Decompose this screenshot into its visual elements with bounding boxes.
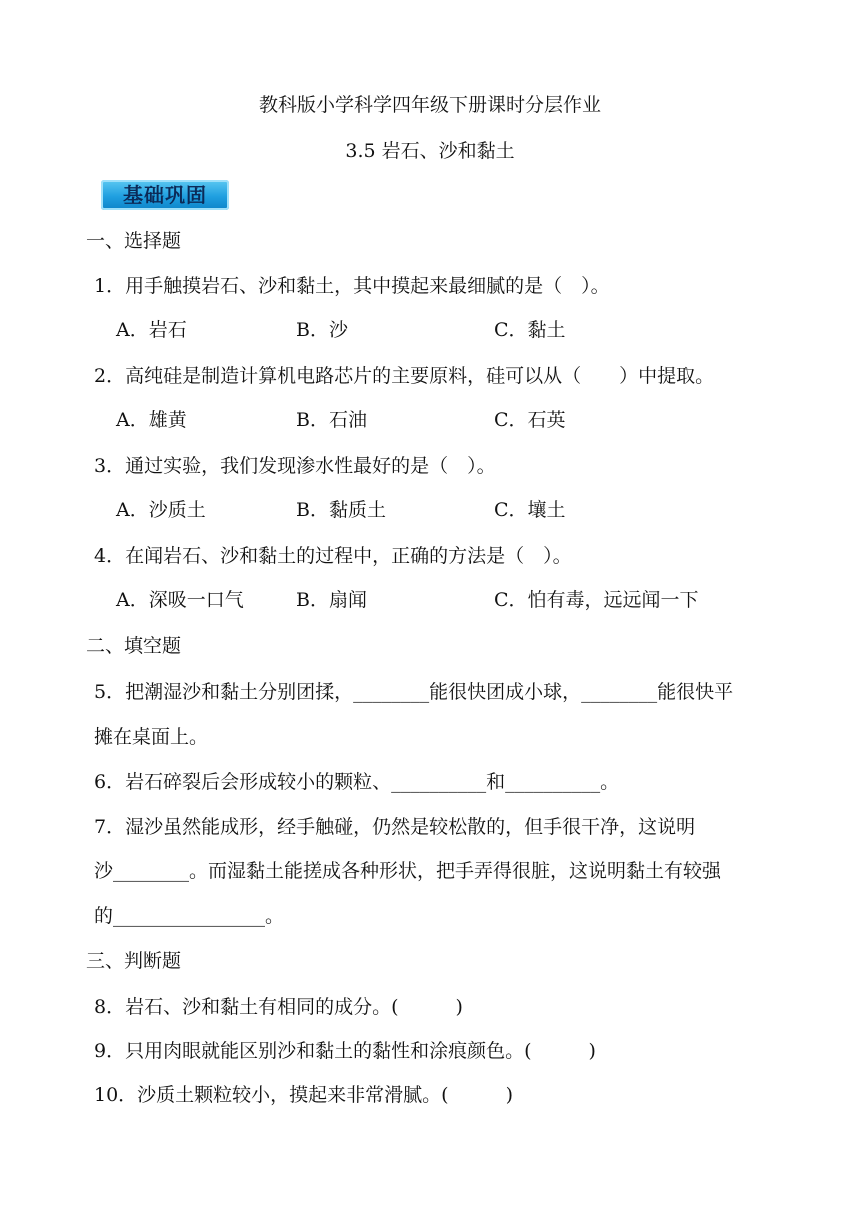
question-3: 3．通过实验，我们发现渗水性最好的是（ ）。 — [94, 455, 496, 477]
question-3-option-b: B．黏质土 — [296, 499, 386, 521]
question-4: 4．在闻岩石、沙和黏土的过程中，正确的方法是（ ）。 — [94, 545, 572, 567]
question-8: 8．岩石、沙和黏土有相同的成分。( ) — [94, 996, 463, 1018]
question-1: 1．用手触摸岩石、沙和黏土，其中摸起来最细腻的是（ ）。 — [94, 275, 610, 297]
question-2-option-c: C．石英 — [494, 409, 566, 431]
question-3-option-c: C．壤土 — [494, 499, 566, 521]
page-title: 教科版小学科学四年级下册课时分层作业 — [258, 94, 601, 116]
question-2-option-a: A．雄黄 — [116, 409, 187, 431]
question-1-option-c: C．黏土 — [494, 319, 566, 341]
question-6: 6．岩石碎裂后会形成较小的颗粒、__________和__________。 — [94, 771, 620, 793]
section-heading-judge: 三、判断题 — [86, 950, 182, 972]
question-2: 2．高纯硅是制造计算机电路芯片的主要原料，硅可以从（ ）中提取。 — [94, 365, 715, 387]
question-7-line-2: 沙________。而湿黏土能搓成各种形状，把手弄得很脏，这说明黏土有较强 — [94, 860, 722, 882]
question-1-option-b: B．沙 — [296, 319, 348, 341]
section-badge-label: 基础巩固 — [123, 183, 207, 207]
question-7-line-3: 的________________。 — [94, 905, 285, 927]
question-2-option-b: B．石油 — [296, 409, 367, 431]
question-3-option-a: A．沙质土 — [116, 499, 206, 521]
question-9: 9．只用肉眼就能区别沙和黏土的黏性和涂痕颜色。( ) — [94, 1040, 596, 1062]
lesson-subtitle: 3.5 岩石、沙和黏土 — [345, 140, 515, 162]
question-7-line-1: 7．湿沙虽然能成形，经手触碰，仍然是较松散的，但手很干净，这说明 — [94, 816, 696, 838]
question-5-line-2: 摊在桌面上。 — [94, 726, 209, 748]
question-10: 10．沙质土颗粒较小，摸起来非常滑腻。( ) — [94, 1084, 514, 1106]
question-4-option-b: B．扇闻 — [296, 589, 367, 611]
question-5-line-1: 5．把潮湿沙和黏土分别团揉，________能很快团成小球，________能很快平 — [94, 681, 734, 703]
section-heading-fill: 二、填空题 — [86, 635, 182, 657]
question-4-option-c: C．怕有毒，远远闻一下 — [494, 589, 699, 611]
question-1-option-a: A．岩石 — [116, 319, 187, 341]
question-4-option-a: A．深吸一口气 — [116, 589, 244, 611]
section-heading-choice: 一、选择题 — [86, 230, 182, 252]
section-badge — [101, 180, 229, 210]
